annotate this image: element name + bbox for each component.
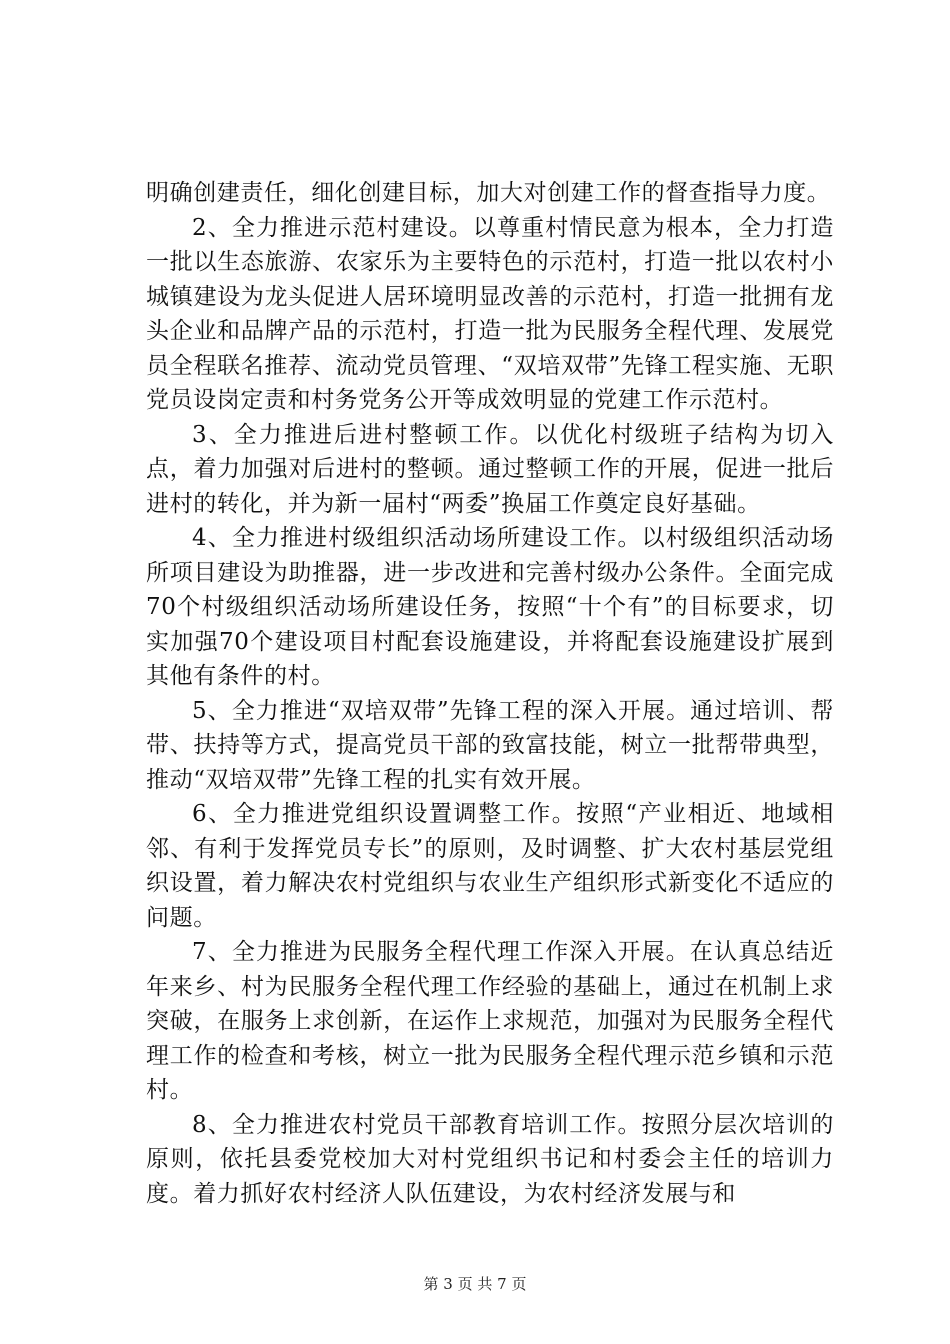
paragraph: 4、全力推进村级组织活动场所建设工作。以村级组织活动场所项目建设为助推器，进一步改进和完善村级办公条件。全面完成70个村级组织活动场所建设任务，按照“十个有”的目标要求，切实加强70个建设项目村配套设施建设，并将配套设施建设扩展到其他有条件的村。: [146, 525, 834, 689]
paragraph: 8、全力推进农村党员干部教育培训工作。按照分层次培训的原则，依托县委党校加大对村党组织书记和村委会主任的培训力度。着力抓好农村经济人队伍建设，为农村经济发展与和: [146, 1111, 834, 1207]
paragraph: 3、全力推进后进村整顿工作。以优化村级班子结构为切入点，着力加强对后进村的整顿。通过整顿工作的开展，促进一批后进村的转化，并为新一届村“两委”换届工作奠定良好基础。: [146, 421, 834, 517]
page-number-footer: 第 3 页 共 7 页: [423, 1275, 527, 1293]
paragraph: 5、全力推进“双培双带”先锋工程的深入开展。通过培训、帮带、扶持等方式，提高党员干部的致富技能，树立一批帮带典型，推动“双培双带”先锋工程的扎实有效开展。: [146, 697, 834, 793]
document-body: [146, 176, 834, 1211]
paragraph: 7、全力推进为民服务全程代理工作深入开展。在认真总结近年来乡、村为民服务全程代理工作经验的基础上，通过在机制上求突破，在服务上求创新，在运作上求规范，加强对为民服务全程代理工作的检查和考核，树立一批为民服务全程代理示范乡镇和示范村。: [146, 939, 834, 1103]
paragraph: 2、全力推进示范村建设。以尊重村情民意为根本，全力打造一批以生态旅游、农家乐为主要特色的示范村，打造一批以农村小城镇建设为龙头促进人居环境明显改善的示范村，打造一批拥有龙头企业和品牌产品的示范村，打造一批为民服务全程代理、发展党员全程联名推荐、流动党员管理、“双培双带”先锋工程实施、无职党员设岗定责和村务党务公开等成效明显的党建工作示范村。: [146, 214, 834, 413]
paragraph: 6、全力推进党组织设置调整工作。按照“产业相近、地域相邻、有利于发挥党员专长”的原则，及时调整、扩大农村基层党组织设置，着力解决农村党组织与农业生产组织形式新变化不适应的问题。: [146, 801, 834, 931]
paragraph: 明确创建责任，细化创建目标，加大对创建工作的督查指导力度。: [146, 180, 831, 206]
